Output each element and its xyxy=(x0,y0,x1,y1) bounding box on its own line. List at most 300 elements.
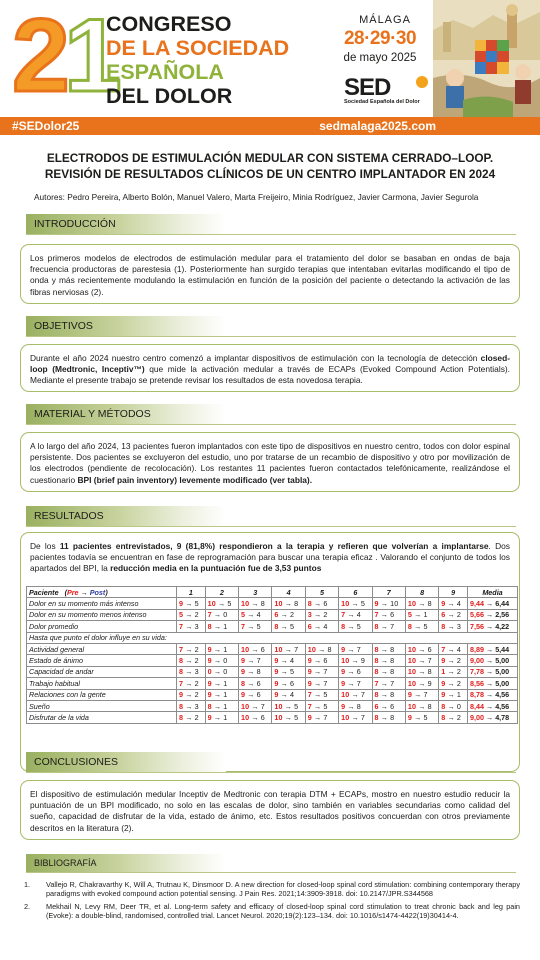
pre-value: 8 xyxy=(407,621,412,631)
table-cell xyxy=(205,655,238,666)
pre-value: 8 xyxy=(374,656,379,666)
table-header-col: 4 xyxy=(272,587,305,598)
pre-value: 5 xyxy=(179,610,184,620)
arrow-icon: → xyxy=(447,644,455,654)
arrow-icon: → xyxy=(313,712,322,722)
post-value: 8 xyxy=(427,701,432,711)
pre-value: 8 xyxy=(374,667,379,677)
hashtag: #SEDolor25 xyxy=(12,119,80,133)
arrow-icon: → xyxy=(347,610,355,620)
arrow-icon: → xyxy=(217,599,226,609)
mean-post: 4,22 xyxy=(495,621,510,631)
post-value: 2 xyxy=(290,610,295,620)
table-cell xyxy=(239,666,272,677)
section-divider xyxy=(26,772,516,773)
pre-value: 7 xyxy=(374,678,379,688)
intro-text: Los primeros modelos de electrodos de estimulación medular para el tratamiento del dolor se basaban en ondas de baja frecuencia productoras de parestesia (1). Posteriormente han surgido terapias que intentaban evitarlas modificando el tipo de onda y más recientemente modulando la estimulación en función de la posición del paciente o detectando la activación de las fibras nerviosas (2). xyxy=(30,253,510,297)
table-cell xyxy=(239,689,272,700)
pre-value: 9 xyxy=(207,678,212,688)
objetivos-text-2: que mide la activación medular a través de ECAPs (Evoked Compound Action Potentials). Mediante el presente trabajo se pretende revisar los resultados de esta novedosa terapia. xyxy=(30,364,510,386)
post-value: 7 xyxy=(423,690,428,700)
section-divider xyxy=(26,234,516,235)
section-divider xyxy=(26,336,516,337)
mean-cell xyxy=(468,700,518,711)
table-cell xyxy=(372,621,405,632)
arrow-icon: → xyxy=(213,678,222,688)
mean-pre: 9,44 xyxy=(470,599,484,609)
arrow-icon: → xyxy=(347,701,355,711)
arrow-icon: → xyxy=(447,690,455,700)
pre-value: 9 xyxy=(307,656,312,666)
post-value: 7 xyxy=(323,678,328,688)
post-value: 7 xyxy=(390,678,395,688)
pre-value: 6 xyxy=(374,701,379,711)
post-value: 5 xyxy=(194,599,199,609)
table-cell xyxy=(205,666,238,677)
table-cell xyxy=(439,700,468,711)
arrow-icon: → xyxy=(213,656,222,666)
arrow-icon: → xyxy=(447,667,455,677)
table-header-paciente: Paciente (Pre → Post) xyxy=(27,587,177,598)
mean-pre: 5,66 xyxy=(470,610,484,620)
resultados-text-2: . Dos pacientes todavía se encuentran en fase de reprogramación para buscar una terapia eficaz . Valorando el conjunto de todos los apartados del BPI, la xyxy=(30,541,510,574)
pre-value: 8 xyxy=(374,644,379,654)
table-row xyxy=(27,678,518,689)
table-row xyxy=(27,655,518,666)
pre-value: 10 xyxy=(274,701,283,711)
post-value: 2 xyxy=(194,712,199,722)
section-divider xyxy=(26,526,516,527)
pre-value: 9 xyxy=(179,599,184,609)
pre-value: 7 xyxy=(241,621,246,631)
arrow-icon: → xyxy=(213,712,222,722)
post-value: 7 xyxy=(256,656,261,666)
table-row xyxy=(27,598,518,609)
arrow-icon: → xyxy=(351,656,359,666)
arrow-icon: → xyxy=(380,678,389,688)
arrow-icon: → xyxy=(251,712,259,722)
mean-cell xyxy=(468,598,518,609)
table-cell xyxy=(339,689,372,700)
authors: Autores: Pedro Pereira, Alberto Bolón, Manuel Valero, Marta Freijeiro, Minia Rodríguez, Javier Carmona, Javier Segurola xyxy=(34,192,479,202)
table-row xyxy=(27,700,518,711)
table-header-media: Media xyxy=(468,587,518,598)
row-label: Relaciones con la gente xyxy=(27,689,177,700)
post-value: 2 xyxy=(456,667,461,677)
pre-value: 10 xyxy=(241,712,250,722)
table-cell xyxy=(177,700,206,711)
pre-value: 5 xyxy=(407,610,412,620)
pre-value: 10 xyxy=(307,644,316,654)
post-value: 1 xyxy=(223,644,228,654)
arrow-icon: → xyxy=(185,599,193,609)
arrow-icon: → xyxy=(486,667,494,677)
table-subheading-row xyxy=(27,632,518,643)
table-cell xyxy=(177,643,206,654)
arrow-icon: → xyxy=(313,667,322,677)
malaga-illustration xyxy=(433,0,540,117)
arrow-icon: → xyxy=(185,610,193,620)
mean-cell xyxy=(468,655,518,666)
arrow-icon: → xyxy=(313,599,322,609)
table-cell xyxy=(272,712,305,723)
arrow-icon: → xyxy=(185,690,193,700)
post-value: 8 xyxy=(260,599,265,609)
resultados-response: 11 pacientes entrevistados, 9 (81,8%) respondieron a la terapia y refieren que volverían a implantarse xyxy=(59,541,489,551)
table-cell xyxy=(439,678,468,689)
table-cell xyxy=(439,689,468,700)
row-label: Dolor promedio xyxy=(27,621,177,632)
arrow-icon: → xyxy=(213,701,222,711)
post-value: 4 xyxy=(256,610,261,620)
arrow-icon: → xyxy=(380,656,389,666)
arrow-icon: → xyxy=(486,690,494,700)
pre-value: 10 xyxy=(274,644,283,654)
table-cell xyxy=(272,598,305,609)
illustration-graphic xyxy=(433,0,540,117)
table-cell xyxy=(405,621,438,632)
arrow-icon: → xyxy=(447,712,455,722)
resultados-reduction: reducción media en la puntuación fue de 3,53 puntos xyxy=(110,563,322,574)
section-heading-material: MATERIAL Y MÉTODOS xyxy=(26,404,226,424)
mean-cell xyxy=(468,689,518,700)
pre-value: 8 xyxy=(179,712,184,722)
pre-value: 8 xyxy=(374,712,379,722)
pre-value: 8 xyxy=(179,667,184,677)
pre-value: 7 xyxy=(374,610,379,620)
table-cell xyxy=(439,621,468,632)
table-cell xyxy=(339,712,372,723)
objetivos-box xyxy=(20,344,520,392)
arrow-icon: → xyxy=(447,610,455,620)
table-subheading: Hasta que punto el dolor influye en su vida: xyxy=(27,632,518,643)
post-value: 1 xyxy=(223,678,228,688)
pre-value: 9 xyxy=(341,644,346,654)
pre-value: 8 xyxy=(307,599,312,609)
arrow-icon: → xyxy=(185,656,193,666)
arrow-icon: → xyxy=(486,678,494,688)
arrow-icon: → xyxy=(247,621,255,631)
arrow-icon: → xyxy=(486,599,494,609)
arrow-icon: → xyxy=(247,610,255,620)
post-value: 2 xyxy=(456,610,461,620)
post-value: 5 xyxy=(227,599,232,609)
post-value: 7 xyxy=(323,667,328,677)
arrow-icon: → xyxy=(447,656,455,666)
post-value: 5 xyxy=(423,712,428,722)
pre-value: 9 xyxy=(374,599,379,609)
sed-logo xyxy=(344,74,434,106)
table-cell xyxy=(205,609,238,620)
row-label: Trabajo habitual xyxy=(27,678,177,689)
arrow-icon: → xyxy=(380,690,389,700)
poster-title-line-2: REVISIÓN DE RESULTADOS CLÍNICOS DE UN CENTRO IMPLANTADOR EN 2024 xyxy=(44,167,496,181)
post-value: 5 xyxy=(290,621,295,631)
bibliography-text: Mekhail N, Levy RM, Deer TR, et al. Long-term safety and efficacy of closed-loop spinal cord stimulation to treat chronic back and leg pain (Evoke): a double-blind, randomised, controlled trial. Lancet Neurol. 2020;19(2):123–134. doi: 10.1016/s1474-4422(19)30414-4. xyxy=(46,901,520,921)
table-cell xyxy=(205,689,238,700)
pre-value: 8 xyxy=(207,621,212,631)
mean-post: 5,00 xyxy=(495,667,510,677)
table-cell xyxy=(405,655,438,666)
congress-line-1: CONGRESO xyxy=(106,12,232,36)
table-cell xyxy=(339,643,372,654)
post-value: 4 xyxy=(356,610,361,620)
table-cell xyxy=(439,655,468,666)
bibliography-item xyxy=(20,880,520,899)
arrow-icon: → xyxy=(280,690,288,700)
post-value: 8 xyxy=(390,644,395,654)
pre-value: 7 xyxy=(179,678,184,688)
post-value: 8 xyxy=(427,667,432,677)
mean-post: 4,78 xyxy=(495,712,510,722)
table-cell xyxy=(272,689,305,700)
pre-value: 3 xyxy=(307,610,312,620)
table-cell xyxy=(205,712,238,723)
post-value: 0 xyxy=(223,610,228,620)
pre-value: 10 xyxy=(341,690,350,700)
pre-value: 7 xyxy=(307,690,312,700)
table-cell xyxy=(305,621,338,632)
table-header-col: 8 xyxy=(405,587,438,598)
mean-cell xyxy=(468,643,518,654)
arrow-icon: → xyxy=(185,712,193,722)
post-value: 5 xyxy=(360,599,365,609)
arrow-icon: → xyxy=(251,644,259,654)
arrow-icon: → xyxy=(247,678,255,688)
pre-value: 9 xyxy=(274,678,279,688)
pre-value: 1 xyxy=(441,667,446,677)
section-heading-bibliografia: BIBLIOGRAFÍA xyxy=(26,854,226,872)
table-cell xyxy=(405,678,438,689)
arrow-icon: → xyxy=(486,656,494,666)
arrow-icon: → xyxy=(380,667,389,677)
bibliography-number: 1. xyxy=(24,880,31,889)
post-value: 2 xyxy=(194,610,199,620)
pre-value: 10 xyxy=(274,599,283,609)
mean-cell xyxy=(468,609,518,620)
section-heading-introduccion: INTRODUCCIÓN xyxy=(26,214,226,234)
post-value: 7 xyxy=(390,621,395,631)
mean-cell xyxy=(468,621,518,632)
post-value: 0 xyxy=(456,701,461,711)
mean-post: 5,00 xyxy=(495,656,510,666)
arrow-icon: → xyxy=(280,610,288,620)
intro-box xyxy=(20,244,520,304)
table-header-col: 6 xyxy=(339,587,372,598)
post-value: 2 xyxy=(456,656,461,666)
table-cell xyxy=(205,643,238,654)
pre-value: 9 xyxy=(307,678,312,688)
table-cell xyxy=(239,655,272,666)
table-cell xyxy=(372,689,405,700)
post-value: 9 xyxy=(360,656,365,666)
table-row xyxy=(27,712,518,723)
table-header-col: 9 xyxy=(439,587,468,598)
bibliography-text: Vallejo R, Chakravarthy K, Will A, Trutnau K, Dinsmoor D. A new direction for closed-loop spinal cord stimulation: combining contemporary therapy paradigms with evoked compound action potential sensing. J Pain Res. 2021;14:3909-3918. doi: 10.2147/JPR.S344568 xyxy=(46,880,520,899)
congress-line-2: DE LA SOCIEDAD xyxy=(106,36,290,60)
table-header-col: 1 xyxy=(177,587,206,598)
pre-value: 8 xyxy=(207,701,212,711)
arrow-icon: → xyxy=(318,644,326,654)
pre-value: 9 xyxy=(179,690,184,700)
sed-logo-text: SED xyxy=(344,74,391,101)
pre-value: 10 xyxy=(407,701,417,711)
table-cell xyxy=(177,655,206,666)
pre-value: 9 xyxy=(407,712,412,722)
website-link[interactable]: sedmalaga2025.com xyxy=(319,119,436,133)
section-heading-objetivos: OBJETIVOS xyxy=(26,316,226,336)
mean-pre: 8,56 xyxy=(470,678,484,688)
pre-value: 9 xyxy=(341,701,346,711)
table-cell xyxy=(372,666,405,677)
table-header-col: 7 xyxy=(372,587,405,598)
arrow-icon: → xyxy=(380,599,389,609)
post-value: 3 xyxy=(194,621,199,631)
post-value: 7 xyxy=(260,701,265,711)
table-cell xyxy=(372,655,405,666)
arrow-icon: → xyxy=(280,656,288,666)
post-value: 1 xyxy=(423,610,428,620)
table-cell xyxy=(272,621,305,632)
post-value: 8 xyxy=(256,667,261,677)
table-cell xyxy=(305,609,338,620)
arrow-icon: → xyxy=(351,599,359,609)
arrow-icon: → xyxy=(380,644,389,654)
post-value: 6 xyxy=(323,656,328,666)
pre-value: 8 xyxy=(274,621,279,631)
pre-value: 9 xyxy=(241,690,246,700)
pre-value: 9 xyxy=(274,667,279,677)
bibliography-item xyxy=(20,902,520,921)
arrow-icon: → xyxy=(313,678,322,688)
conclusiones-text: El dispositivo de estimulación medular Inceptiv de Medtronic con terapia DTM + ECAPs, mostro en nuestro estudio reducir la puntuación de un BPI modificado, no solo en las escalas de dolor, sino también en variables secundarias como calidad del sueño, capacidad de disfrutar de la vida, estado de ánimo, etc. Estos resultados positivos concuerdan con otros previamente descritos en la literatura (2). xyxy=(30,789,510,833)
table-cell xyxy=(205,621,238,632)
arrow-icon: → xyxy=(447,678,455,688)
table-cell xyxy=(177,666,206,677)
arrow-icon: → xyxy=(486,712,494,722)
sed-logo-subtitle: Sociedad Española del Dolor xyxy=(344,99,420,105)
arrow-icon: → xyxy=(284,701,292,711)
mean-pre: 8,89 xyxy=(470,644,484,654)
material-questionnaire: BPI (brief pain inventory) levemente modificado (ver tabla). xyxy=(77,474,313,485)
pre-value: 9 xyxy=(307,667,312,677)
pre-value: 10 xyxy=(407,599,417,609)
table-cell xyxy=(339,678,372,689)
arrow-icon: → xyxy=(313,610,322,620)
mean-pre: 7,78 xyxy=(470,667,484,677)
objetivos-device: closed-loop (Medtronic, Inceptiv™) xyxy=(30,353,510,375)
table-cell xyxy=(239,712,272,723)
pre-value: 10 xyxy=(407,667,417,677)
post-value: 2 xyxy=(194,678,199,688)
arrow-icon: → xyxy=(185,667,193,677)
congress-band xyxy=(0,117,540,135)
mean-post: 4,56 xyxy=(495,701,510,711)
pre-value: 9 xyxy=(407,690,412,700)
table-cell xyxy=(439,643,468,654)
pre-value: 9 xyxy=(207,712,212,722)
pre-value: 8 xyxy=(374,621,379,631)
pre-value: 10 xyxy=(241,644,250,654)
arrow-icon: → xyxy=(213,621,222,631)
table-cell xyxy=(177,712,206,723)
arrow-icon: → xyxy=(351,690,359,700)
table-cell xyxy=(177,678,206,689)
arrow-icon: → xyxy=(251,701,259,711)
pre-value: 9 xyxy=(207,656,212,666)
post-value: 6 xyxy=(260,644,265,654)
table-cell xyxy=(205,700,238,711)
pre-value: 10 xyxy=(341,712,350,722)
table-cell xyxy=(439,609,468,620)
table-cell xyxy=(372,678,405,689)
table-cell xyxy=(239,700,272,711)
post-value: 6 xyxy=(256,678,261,688)
mean-pre: 7,56 xyxy=(470,621,484,631)
table-cell xyxy=(239,678,272,689)
table-cell xyxy=(305,700,338,711)
arrow-icon: → xyxy=(414,621,422,631)
pre-value: 9 xyxy=(441,678,446,688)
mean-cell xyxy=(468,678,518,689)
congress-dates: 28·29·30 xyxy=(343,28,417,49)
table-cell xyxy=(239,621,272,632)
table-cell xyxy=(405,700,438,711)
pre-value: 9 xyxy=(274,690,279,700)
pre-value: 6 xyxy=(441,610,446,620)
mean-cell xyxy=(468,712,518,723)
pre-value: 8 xyxy=(341,621,346,631)
post-value: 1 xyxy=(223,621,228,631)
arrow-icon: → xyxy=(185,644,193,654)
arrow-icon: → xyxy=(247,690,255,700)
table-cell xyxy=(339,609,372,620)
pre-value: 9 xyxy=(207,644,212,654)
table-cell xyxy=(177,621,206,632)
table-header-col: 2 xyxy=(205,587,238,598)
table-row xyxy=(27,609,518,620)
table-row xyxy=(27,643,518,654)
mean-pre: 8,44 xyxy=(470,701,484,711)
post-value: 8 xyxy=(390,712,395,722)
pre-value: 10 xyxy=(341,599,350,609)
congress-name xyxy=(106,12,289,108)
arrow-icon: → xyxy=(447,701,455,711)
row-label: Sueño xyxy=(27,700,177,711)
arrow-icon: → xyxy=(418,656,426,666)
post-value: 2 xyxy=(194,690,199,700)
post-value: 0 xyxy=(223,656,228,666)
arrow-icon: → xyxy=(418,599,426,609)
section-heading-conclusiones: CONCLUSIONES xyxy=(26,752,226,772)
post-value: 3 xyxy=(194,701,199,711)
pre-value: 8 xyxy=(179,656,184,666)
arrow-icon: → xyxy=(347,667,355,677)
arrow-icon: → xyxy=(247,656,255,666)
pre-value: 8 xyxy=(241,678,246,688)
table-cell xyxy=(305,712,338,723)
arrow-icon: → xyxy=(185,701,193,711)
sun-icon xyxy=(416,76,428,88)
pre-value: 9 xyxy=(274,656,279,666)
post-value: 2 xyxy=(194,656,199,666)
pre-value: 10 xyxy=(274,712,283,722)
arrow-icon: → xyxy=(280,667,288,677)
post-value: 7 xyxy=(427,656,432,666)
pre-value: 10 xyxy=(241,599,250,609)
post-value: 5 xyxy=(423,621,428,631)
post-value: 8 xyxy=(327,644,332,654)
